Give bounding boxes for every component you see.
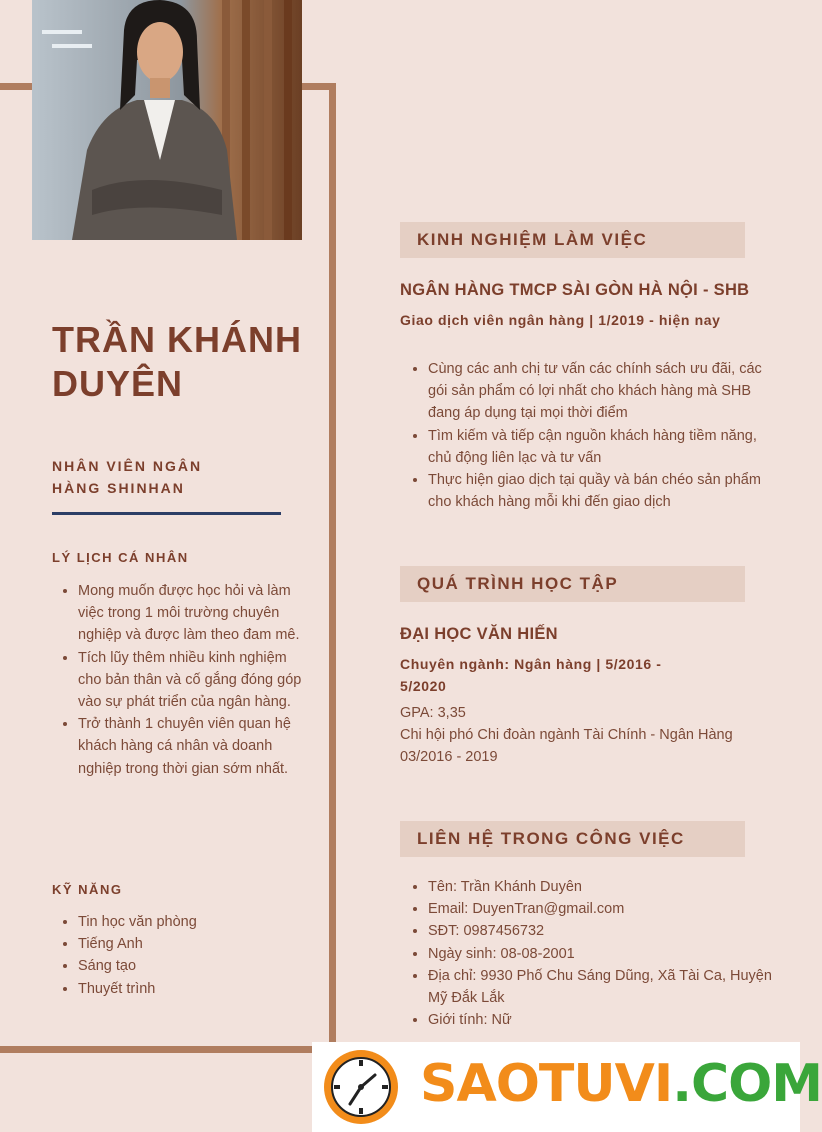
education-activity-line-2: 03/2016 - 2019 <box>400 749 498 765</box>
list-item: • Thuyết trình <box>78 978 308 1000</box>
education-gpa: GPA: 3,35 <box>400 705 466 721</box>
experience-org: NGÂN HÀNG TMCP SÀI GÒN HÀ NỘI - SHB <box>400 281 750 299</box>
list-item: • Tiếng Anh <box>78 933 308 955</box>
list-item: • Trở thành 1 chuyên viên quan hệ khách hàng cá nhân và doanh nghiệp trong thời gian sớm nhất. <box>78 713 308 780</box>
personal-heading: LÝ LỊCH CÁ NHÂN <box>52 550 189 565</box>
experience-role: Giao dịch viên ngân hàng | 1/2019 - hiện nay <box>400 312 721 328</box>
watermark-banner <box>312 1042 822 1132</box>
clock-icon <box>322 1048 400 1126</box>
contact-list <box>400 876 773 1031</box>
list-item: • Thực hiện giao dịch tại quầy và bán chéo sản phẩm cho khách hàng mỗi khi đến giao dịch <box>428 469 773 513</box>
list-item: • SĐT: 0987456732 <box>428 920 773 942</box>
job-title-line-1: NHÂN VIÊN NGÂN <box>52 458 203 474</box>
experience-heading: KINH NGHIỆM LÀM VIỆC <box>400 222 745 258</box>
list-item: • Tin học văn phòng <box>78 911 308 933</box>
list-item: • Ngày sinh: 08-08-2001 <box>428 943 773 965</box>
list-item: • Tích lũy thêm nhiều kinh nghiệm cho bản thân và cố gắng đóng góp vào sự phát triển của ngân hàng. <box>78 647 308 714</box>
personal-list <box>50 580 308 780</box>
education-activity-line-1: Chi hội phó Chi đoàn ngành Tài Chính - Ngân Hàng <box>400 727 733 743</box>
list-item: • Tìm kiếm và tiếp cận nguồn khách hàng tiềm năng, chủ động liên lạc và tư vấn <box>428 425 773 469</box>
list-item: • Địa chỉ: 9930 Phố Chu Sáng Dũng, Xã Tài Ca, Huyện Mỹ Đắk Lắk <box>428 965 773 1009</box>
skills-list <box>50 911 308 1000</box>
job-title-line-2: HÀNG SHINHAN <box>52 480 185 496</box>
list-item: • Email: DuyenTran@gmail.com <box>428 898 773 920</box>
name-line-2: DUYÊN <box>52 363 184 404</box>
job-title <box>52 455 272 499</box>
full-name <box>52 318 322 406</box>
list-item: • Mong muốn được học hỏi và làm việc trong 1 môi trường chuyên nghiệp và được làm theo đam mê. <box>78 580 308 647</box>
profile-photo <box>32 0 302 240</box>
education-major-line-2: 5/2020 <box>400 678 447 694</box>
education-major <box>400 653 730 697</box>
education-heading: QUÁ TRÌNH HỌC TẬP <box>400 566 745 602</box>
education-major-line-1: Chuyên ngành: Ngân hàng | 5/2016 - <box>400 656 662 672</box>
skills-heading: KỸ NĂNG <box>52 882 123 897</box>
education-school: ĐẠI HỌC VĂN HIẾN <box>400 625 558 643</box>
experience-list <box>400 358 773 513</box>
education-activity <box>400 724 733 768</box>
divider <box>52 512 281 515</box>
list-item: • Tên: Trần Khánh Duyên <box>428 876 773 898</box>
name-line-1: TRẦN KHÁNH <box>52 319 302 360</box>
brand-logo-text: SAOTUVI.COM <box>420 1054 822 1114</box>
list-item: • Giới tính: Nữ <box>428 1009 773 1031</box>
list-item: • Sáng tạo <box>78 955 308 977</box>
list-item: • Cùng các anh chị tư vấn các chính sách ưu đãi, các gói sản phẩm có lợi nhất cho khách hàng mà SHB đang áp dụng tại mọi thời điểm <box>428 358 773 425</box>
contact-heading: LIÊN HỆ TRONG CÔNG VIỆC <box>400 821 745 857</box>
